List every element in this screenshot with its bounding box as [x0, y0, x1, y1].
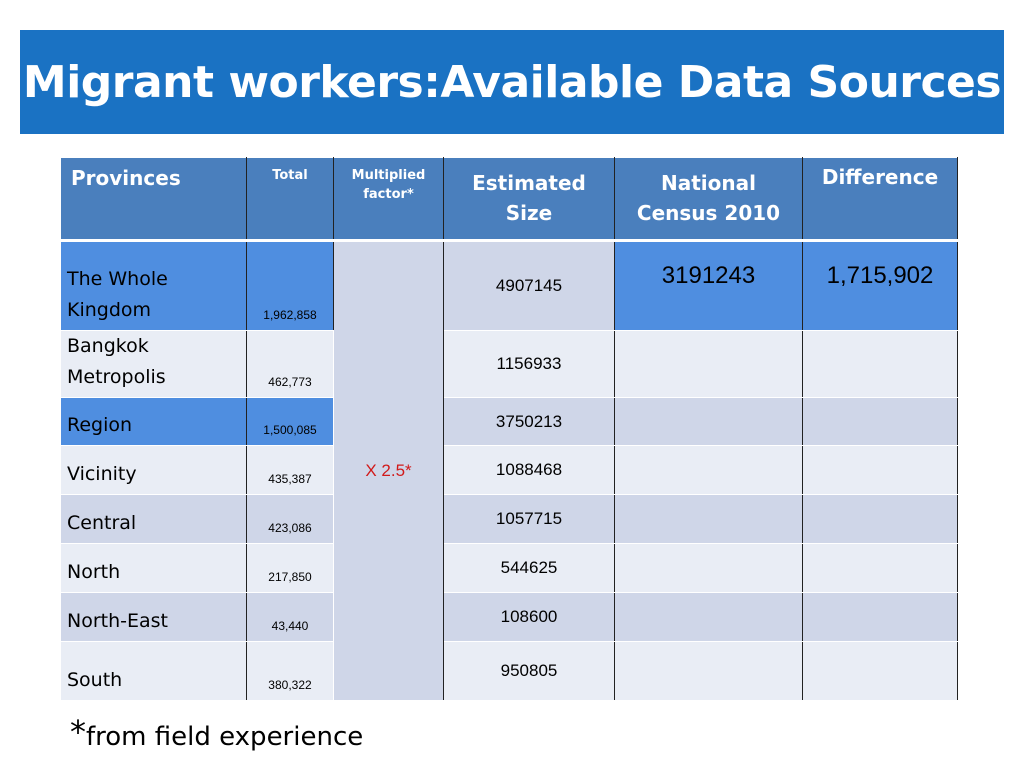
difference-cell: [803, 593, 958, 642]
difference-cell: [803, 331, 958, 398]
province-cell: Region: [61, 398, 247, 446]
header-provinces: Provinces: [61, 158, 247, 241]
table-row: [61, 331, 958, 398]
footnote-text: from field experience: [86, 722, 364, 752]
multiplier-cell: X 2.5*: [334, 241, 444, 701]
header-estimated-size: Estimated Size: [444, 158, 615, 241]
total-cell: 423,086: [247, 495, 334, 544]
census-cell: [615, 544, 803, 593]
province-cell: North: [61, 544, 247, 593]
difference-cell: [803, 446, 958, 495]
footnote-asterisk: *: [70, 713, 86, 751]
province-cell: The Whole Kingdom: [61, 241, 247, 331]
province-cell: Vicinity: [61, 446, 247, 495]
estimated-cell: 1057715: [444, 495, 615, 544]
table-row: [61, 241, 958, 331]
census-cell: [615, 446, 803, 495]
table-row: [61, 544, 958, 593]
header-total: Total: [247, 158, 334, 241]
difference-cell: [803, 398, 958, 446]
province-cell: Central: [61, 495, 247, 544]
province-cell: North-East: [61, 593, 247, 642]
footnote: [70, 713, 363, 752]
estimated-cell: 1088468: [444, 446, 615, 495]
title-bar: [20, 30, 1004, 134]
page-title: Migrant workers:Available Data Sources: [22, 56, 1002, 108]
difference-cell: [803, 642, 958, 701]
total-cell: 462,773: [247, 331, 334, 398]
difference-cell: [803, 495, 958, 544]
total-cell: 1,962,858: [247, 241, 334, 331]
total-cell: 435,387: [247, 446, 334, 495]
estimated-cell: 950805: [444, 642, 615, 701]
estimated-cell: 108600: [444, 593, 615, 642]
estimated-cell: 544625: [444, 544, 615, 593]
census-cell: [615, 495, 803, 544]
estimated-cell: 1156933: [444, 331, 615, 398]
province-cell: Bangkok Metropolis: [61, 331, 247, 398]
total-cell: 1,500,085: [247, 398, 334, 446]
census-cell: [615, 331, 803, 398]
difference-cell: 1,715,902: [803, 241, 958, 331]
difference-cell: [803, 544, 958, 593]
census-cell: [615, 398, 803, 446]
header-national-census: National Census 2010: [615, 158, 803, 241]
table-row: [61, 642, 958, 701]
header-difference: Difference: [803, 158, 958, 241]
census-cell: [615, 642, 803, 701]
estimated-cell: 3750213: [444, 398, 615, 446]
census-cell: 3191243: [615, 241, 803, 331]
table-row: [61, 398, 958, 446]
total-cell: 217,850: [247, 544, 334, 593]
province-cell: South: [61, 642, 247, 701]
table-row: [61, 593, 958, 642]
table-row: [61, 495, 958, 544]
table-row: [61, 446, 958, 495]
table-header-row: [61, 158, 958, 241]
census-cell: [615, 593, 803, 642]
header-multiplied-factor: Multiplied factor*: [334, 158, 444, 241]
total-cell: 380,322: [247, 642, 334, 701]
total-cell: 43,440: [247, 593, 334, 642]
estimated-cell: 4907145: [444, 241, 615, 331]
data-sources-table: [60, 157, 958, 701]
